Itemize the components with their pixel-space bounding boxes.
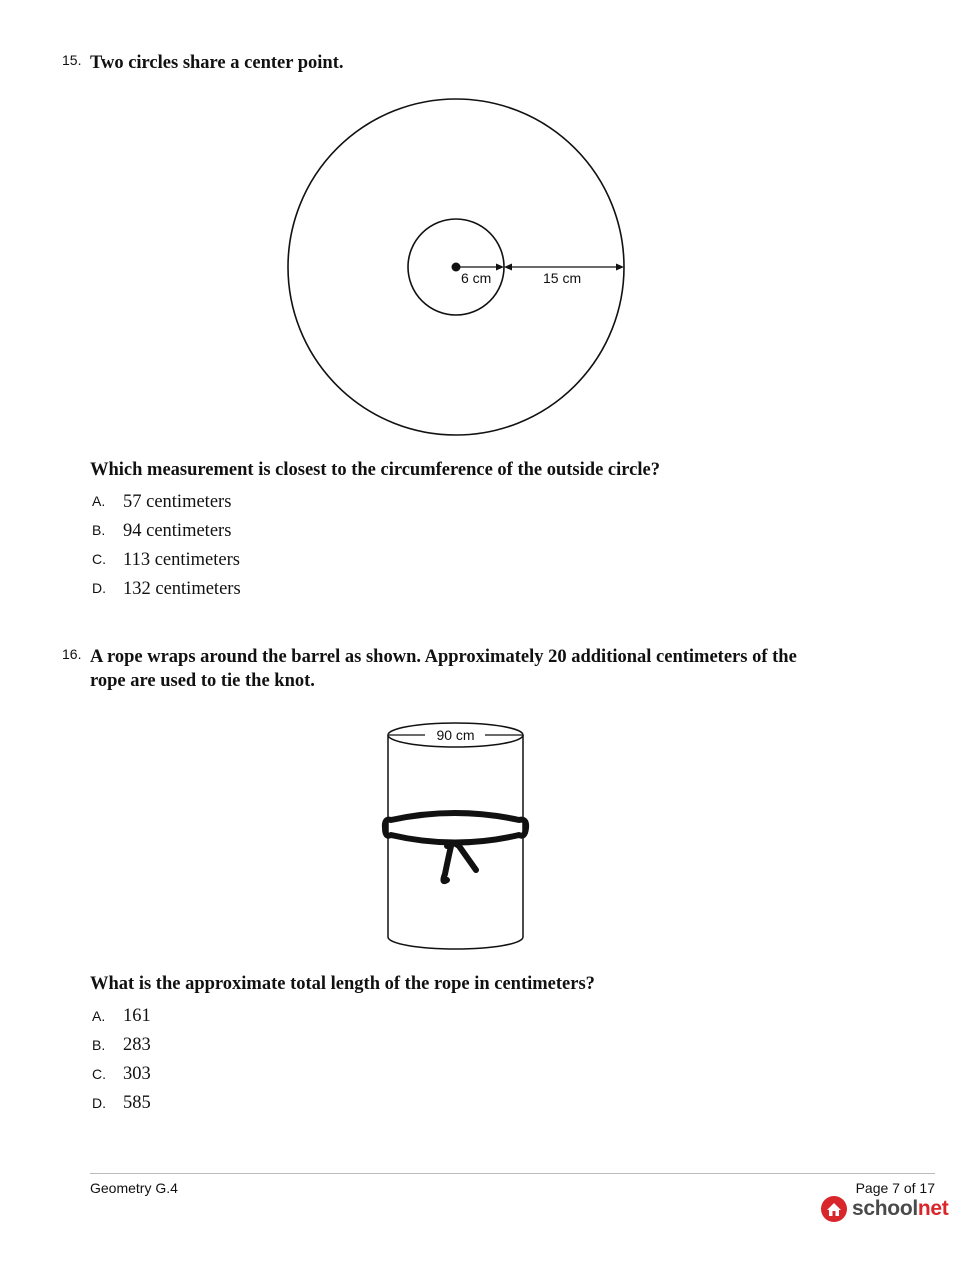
barrel-figure	[375, 712, 540, 957]
q16-option-d-letter: D.	[92, 1095, 106, 1111]
q15-option-a-letter: A.	[92, 493, 106, 509]
q15-option-b-letter: B.	[92, 522, 106, 538]
q15-option-b-text[interactable]: 94 centimeters	[123, 521, 232, 541]
question-15-prompt: Which measurement is closest to the circumference of the outside circle?	[90, 460, 660, 480]
question-16-stem-line1: A rope wraps around the barrel as shown. Approximately 20 additional centimeters of the	[90, 647, 797, 667]
q16-option-c-text[interactable]: 303	[123, 1064, 151, 1084]
diameter-label: 90 cm	[436, 727, 475, 743]
q16-option-a-letter: A.	[92, 1008, 106, 1024]
home-icon	[820, 1195, 848, 1223]
question-15-number: 15.	[62, 52, 82, 68]
inner-radius-label: 6 cm	[461, 270, 492, 286]
footer-divider	[90, 1173, 935, 1174]
q15-option-a-text[interactable]: 57 centimeters	[123, 492, 232, 512]
barrel-bottom	[388, 937, 523, 949]
concentric-circles-figure	[280, 90, 635, 445]
q15-option-c-letter: C.	[92, 551, 106, 567]
rope	[385, 813, 526, 843]
q16-option-b-text[interactable]: 283	[123, 1035, 151, 1055]
question-16-number: 16.	[62, 646, 82, 662]
question-16-stem-line2: rope are used to tie the knot.	[90, 671, 315, 691]
footer-page-number: Page 7 of 17	[855, 1180, 935, 1196]
question-15-stem: Two circles share a center point.	[90, 53, 344, 73]
q16-option-b-letter: B.	[92, 1037, 106, 1053]
q15-option-d-letter: D.	[92, 580, 106, 596]
schoolnet-logo	[820, 1194, 949, 1224]
q16-option-c-letter: C.	[92, 1066, 106, 1082]
outer-radius-label: 15 cm	[543, 270, 582, 286]
rope-knot-tail	[443, 846, 451, 881]
q15-option-c-text[interactable]: 113 centimeters	[123, 550, 240, 570]
footer-course-label: Geometry G.4	[90, 1180, 178, 1196]
q16-option-a-text[interactable]: 161	[123, 1006, 151, 1026]
question-16-prompt: What is the approximate total length of the rope in centimeters?	[90, 974, 595, 994]
q15-option-d-text[interactable]: 132 centimeters	[123, 579, 241, 599]
logo-wordmark: schoolnet	[852, 1197, 949, 1220]
q16-option-d-text[interactable]: 585	[123, 1093, 151, 1113]
